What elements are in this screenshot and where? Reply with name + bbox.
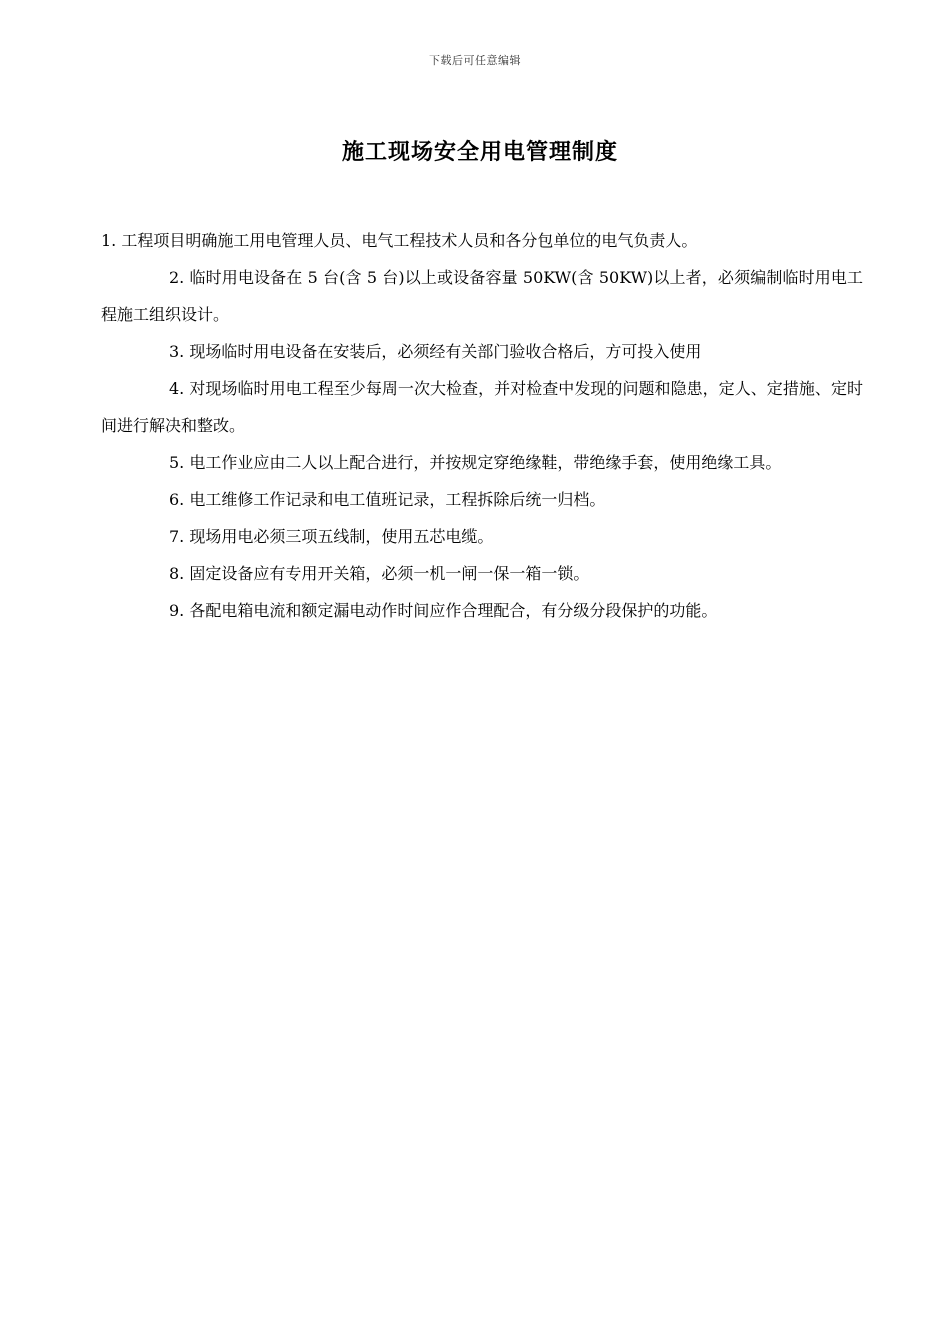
list-item-9: 9. 各配电箱电流和额定漏电动作时间应作合理配合，有分级分段保护的功能。 xyxy=(169,601,718,620)
list-item-7: 7. 现场用电必须三项五线制，使用五芯电缆。 xyxy=(169,527,494,546)
list-item-6: 6. 电工维修工作记录和电工值班记录，工程拆除后统一归档。 xyxy=(169,490,606,509)
list-item-4: 4. 对现场临时用电工程至少每周一次大检查，并对检查中发现的问题和隐患，定人、定措施、定时间进行解决和整改。 xyxy=(101,379,863,435)
header-note: 下载后可任意编辑 xyxy=(429,54,521,67)
list-item-1: 1. 工程项目明确施工用电管理人员、电气工程技术人员和各分包单位的电气负责人。 xyxy=(101,231,698,250)
list-item-3: 3. 现场临时用电设备在安装后，必须经有关部门验收合格后，方可投入使用 xyxy=(169,342,702,361)
list-item-5: 5. 电工作业应由二人以上配合进行，并按规定穿绝缘鞋，带绝缘手套，使用绝缘工具。 xyxy=(169,453,782,472)
document-title: 施工现场安全用电管理制度 xyxy=(341,139,618,165)
document-body xyxy=(101,222,863,629)
list-item-8: 8. 固定设备应有专用开关箱，必须一机一闸一保一箱一锁。 xyxy=(169,564,590,583)
list-item-2: 2. 临时用电设备在 5 台(含 5 台)以上或设备容量 50KW(含 50KW)以上者，必须编制临时用电工程施工组织设计。 xyxy=(101,268,863,324)
